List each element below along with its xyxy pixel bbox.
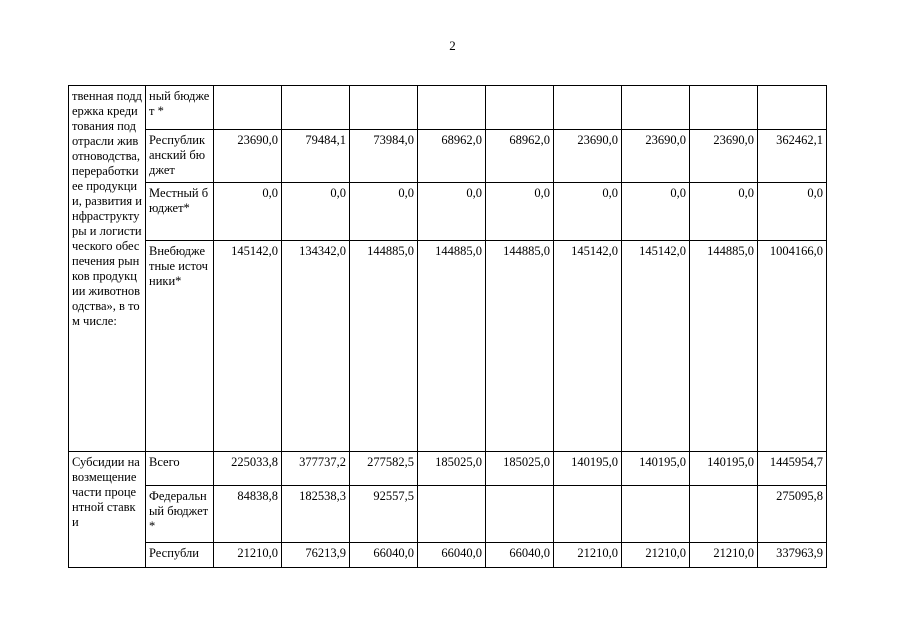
value-cell: 23690,0 [622,130,690,183]
value-cell: 140195,0 [554,452,622,486]
value-cell: 66040,0 [350,543,418,568]
value-cell: 0,0 [282,183,350,241]
funding-source-cell: Всего [146,452,214,486]
value-cell: 185025,0 [418,452,486,486]
value-cell: 76213,9 [282,543,350,568]
total-cell: 337963,9 [758,543,827,568]
value-cell: 182538,3 [282,486,350,543]
measure-cell: твенная поддержка кредитования подотрасли животноводства, переработки ее продукции, развития инфраструктуры и логистического обеспечения рынков продукции животноводства», в том числе: [69,86,146,452]
value-cell: 277582,5 [350,452,418,486]
value-cell [554,86,622,130]
table-row [69,241,827,452]
value-cell [486,486,554,543]
value-cell: 0,0 [350,183,418,241]
value-cell [554,486,622,543]
value-cell: 140195,0 [690,452,758,486]
funding-source-cell: Республи [146,543,214,568]
value-cell: 23690,0 [214,130,282,183]
total-cell: 0,0 [758,183,827,241]
funding-source-cell: ный бюджет * [146,86,214,130]
value-cell: 0,0 [418,183,486,241]
funding-source-cell: Республиканский бюджет [146,130,214,183]
value-cell: 21210,0 [214,543,282,568]
table-row [69,543,827,568]
table-row [69,183,827,241]
value-cell [690,486,758,543]
value-cell: 0,0 [214,183,282,241]
table-row [69,130,827,183]
funding-source-cell: Местный бюджет* [146,183,214,241]
budget-table [68,85,827,568]
value-cell [350,86,418,130]
value-cell [418,86,486,130]
value-cell: 225033,8 [214,452,282,486]
value-cell: 21210,0 [690,543,758,568]
value-cell: 92557,5 [350,486,418,543]
value-cell [486,86,554,130]
value-cell: 21210,0 [622,543,690,568]
total-cell: 1445954,7 [758,452,827,486]
value-cell: 140195,0 [622,452,690,486]
value-cell: 23690,0 [554,130,622,183]
total-cell: 362462,1 [758,130,827,183]
value-cell: 0,0 [554,183,622,241]
page-number: 2 [449,38,456,53]
measure-cell: Субсидии на возмещение части процентной ставки [69,452,146,568]
funding-source-cell: Внебюджетные источники* [146,241,214,452]
funding-source-cell: Федеральный бюджет * [146,486,214,543]
table-row [69,452,827,486]
value-cell: 144885,0 [486,241,554,452]
value-cell: 0,0 [690,183,758,241]
value-cell: 145142,0 [554,241,622,452]
value-cell: 144885,0 [690,241,758,452]
value-cell [622,86,690,130]
value-cell: 145142,0 [214,241,282,452]
value-cell: 68962,0 [486,130,554,183]
total-cell: 275095,8 [758,486,827,543]
value-cell: 144885,0 [418,241,486,452]
value-cell: 377737,2 [282,452,350,486]
value-cell: 66040,0 [418,543,486,568]
table-row [69,86,827,130]
value-cell: 185025,0 [486,452,554,486]
value-cell: 0,0 [622,183,690,241]
value-cell [690,86,758,130]
value-cell: 73984,0 [350,130,418,183]
total-cell: 1004166,0 [758,241,827,452]
value-cell: 66040,0 [486,543,554,568]
value-cell [214,86,282,130]
value-cell: 0,0 [486,183,554,241]
value-cell [418,486,486,543]
value-cell: 84838,8 [214,486,282,543]
value-cell: 68962,0 [418,130,486,183]
value-cell: 144885,0 [350,241,418,452]
value-cell: 79484,1 [282,130,350,183]
table-row [69,486,827,543]
value-cell [282,86,350,130]
value-cell [622,486,690,543]
total-cell [758,86,827,130]
value-cell: 134342,0 [282,241,350,452]
value-cell: 145142,0 [622,241,690,452]
value-cell: 21210,0 [554,543,622,568]
value-cell: 23690,0 [690,130,758,183]
